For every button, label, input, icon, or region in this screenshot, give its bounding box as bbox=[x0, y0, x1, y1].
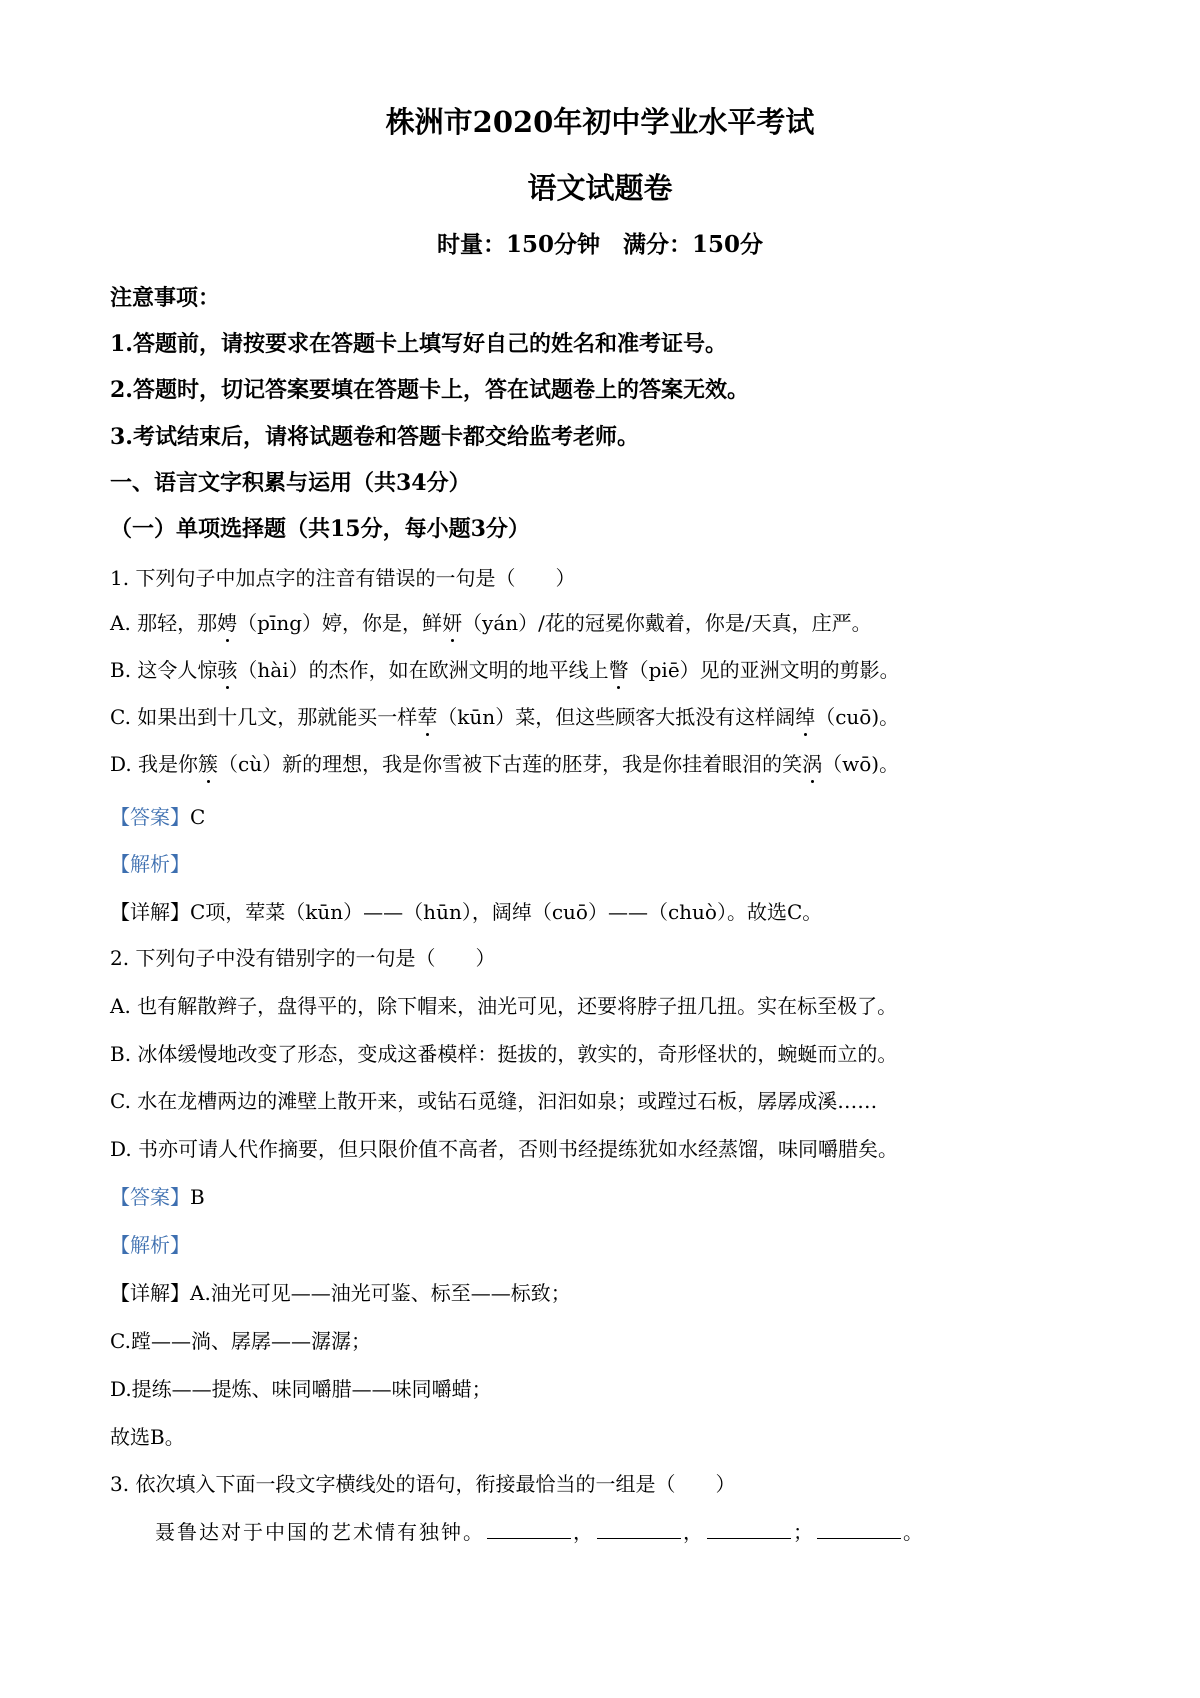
fill-blank bbox=[597, 1520, 681, 1539]
q2-detail-4: 故选B。 bbox=[110, 1425, 185, 1449]
q2-answer: 【答案】B bbox=[110, 1185, 205, 1209]
q2-detail-2: C.蹚——淌、孱孱——潺潺； bbox=[110, 1329, 371, 1353]
section1-subheading: （一）单项选择题（共15分，每小题3分） bbox=[110, 516, 530, 542]
q3-passage: 聂鲁达对于中国的艺术情有独钟。 ， ， ； 。 bbox=[155, 1520, 925, 1544]
note-item-2: 2.答题时，切记答案要填在答题卡上，答在试题卷上的答案无效。 bbox=[110, 377, 749, 403]
q2-detail-1: 【详解】A.油光可见——油光可鉴、标至——标致； bbox=[110, 1281, 571, 1305]
fill-blank bbox=[707, 1520, 791, 1539]
q2-option-c: C. 水在龙槽两边的滩壁上散开来，或钻石觅缝，汩汩如泉；或蹚过石板，孱孱成溪…… bbox=[110, 1089, 878, 1113]
q1-option-b: B. 这令人惊骇（hài）的杰作，如在欧洲文明的地平线上瞥（piē）见的亚洲文明的剪影。 bbox=[110, 658, 900, 682]
q1-answer: 【答案】C bbox=[110, 805, 206, 829]
exam-title: 株洲市2020年初中学业水平考试 bbox=[385, 105, 815, 139]
q2-detail-3: D.提练——提炼、味同嚼腊——味同嚼蜡； bbox=[110, 1377, 492, 1401]
q3-stem: 3. 依次填入下面一段文字横线处的语句，衔接最恰当的一组是（ ） bbox=[110, 1472, 736, 1496]
q1-option-c: C. 如果出到十几文，那就能买一样荤（kūn）菜，但这些顾客大抵没有这样阔绰（cuō)。 bbox=[110, 705, 900, 729]
q2-stem: 2. 下列句子中没有错别字的一句是（ ） bbox=[110, 946, 496, 970]
note-item-3: 3.考试结束后，请将试题卷和答题卡都交给监考老师。 bbox=[110, 424, 639, 450]
fill-blank bbox=[487, 1520, 571, 1539]
exam-subtitle: 语文试题卷 bbox=[527, 171, 673, 205]
fill-blank bbox=[817, 1520, 901, 1539]
q1-option-a: A. 那轻，那娉（pīng）婷，你是，鲜妍（yán）/花的冠冕你戴着，你是/天真，庄严。 bbox=[110, 611, 872, 635]
note-item-1: 1.答题前，请按要求在答题卡上填写好自己的姓名和准考证号。 bbox=[110, 331, 727, 357]
notes-heading: 注意事项： bbox=[110, 285, 221, 311]
q2-analysis-label: 【解析】 bbox=[110, 1233, 190, 1257]
exam-time-info: 时量：150分钟 满分：150分 bbox=[436, 231, 764, 258]
q1-option-d: D. 我是你簇（cù）新的理想，我是你雪被下古莲的胚芽，我是你挂着眼泪的笑涡（wō)。 bbox=[110, 752, 900, 776]
q2-option-a: A. 也有解散辫子，盘得平的，除下帽来，油光可见，还要将脖子扭几扭。实在标至极了。 bbox=[110, 994, 898, 1018]
q2-option-b: B. 冰体缓慢地改变了形态，变成这番模样：挺拔的，敦实的，奇形怪状的，蜿蜒而立的。 bbox=[110, 1042, 898, 1066]
section1-heading: 一、语言文字积累与运用（共34分） bbox=[110, 470, 471, 496]
q2-option-d: D. 书亦可请人代作摘要，但只限价值不高者，否则书经提练犹如水经蒸馏，味同嚼腊矣。 bbox=[110, 1137, 899, 1161]
q1-stem: 1. 下列句子中加点字的注音有错误的一句是（ ） bbox=[110, 566, 576, 590]
q1-analysis-label: 【解析】 bbox=[110, 852, 190, 876]
q1-detail: 【详解】C项，荤菜（kūn）——（hūn），阔绰（cuō）——（chuò）。故选C。 bbox=[110, 900, 823, 924]
